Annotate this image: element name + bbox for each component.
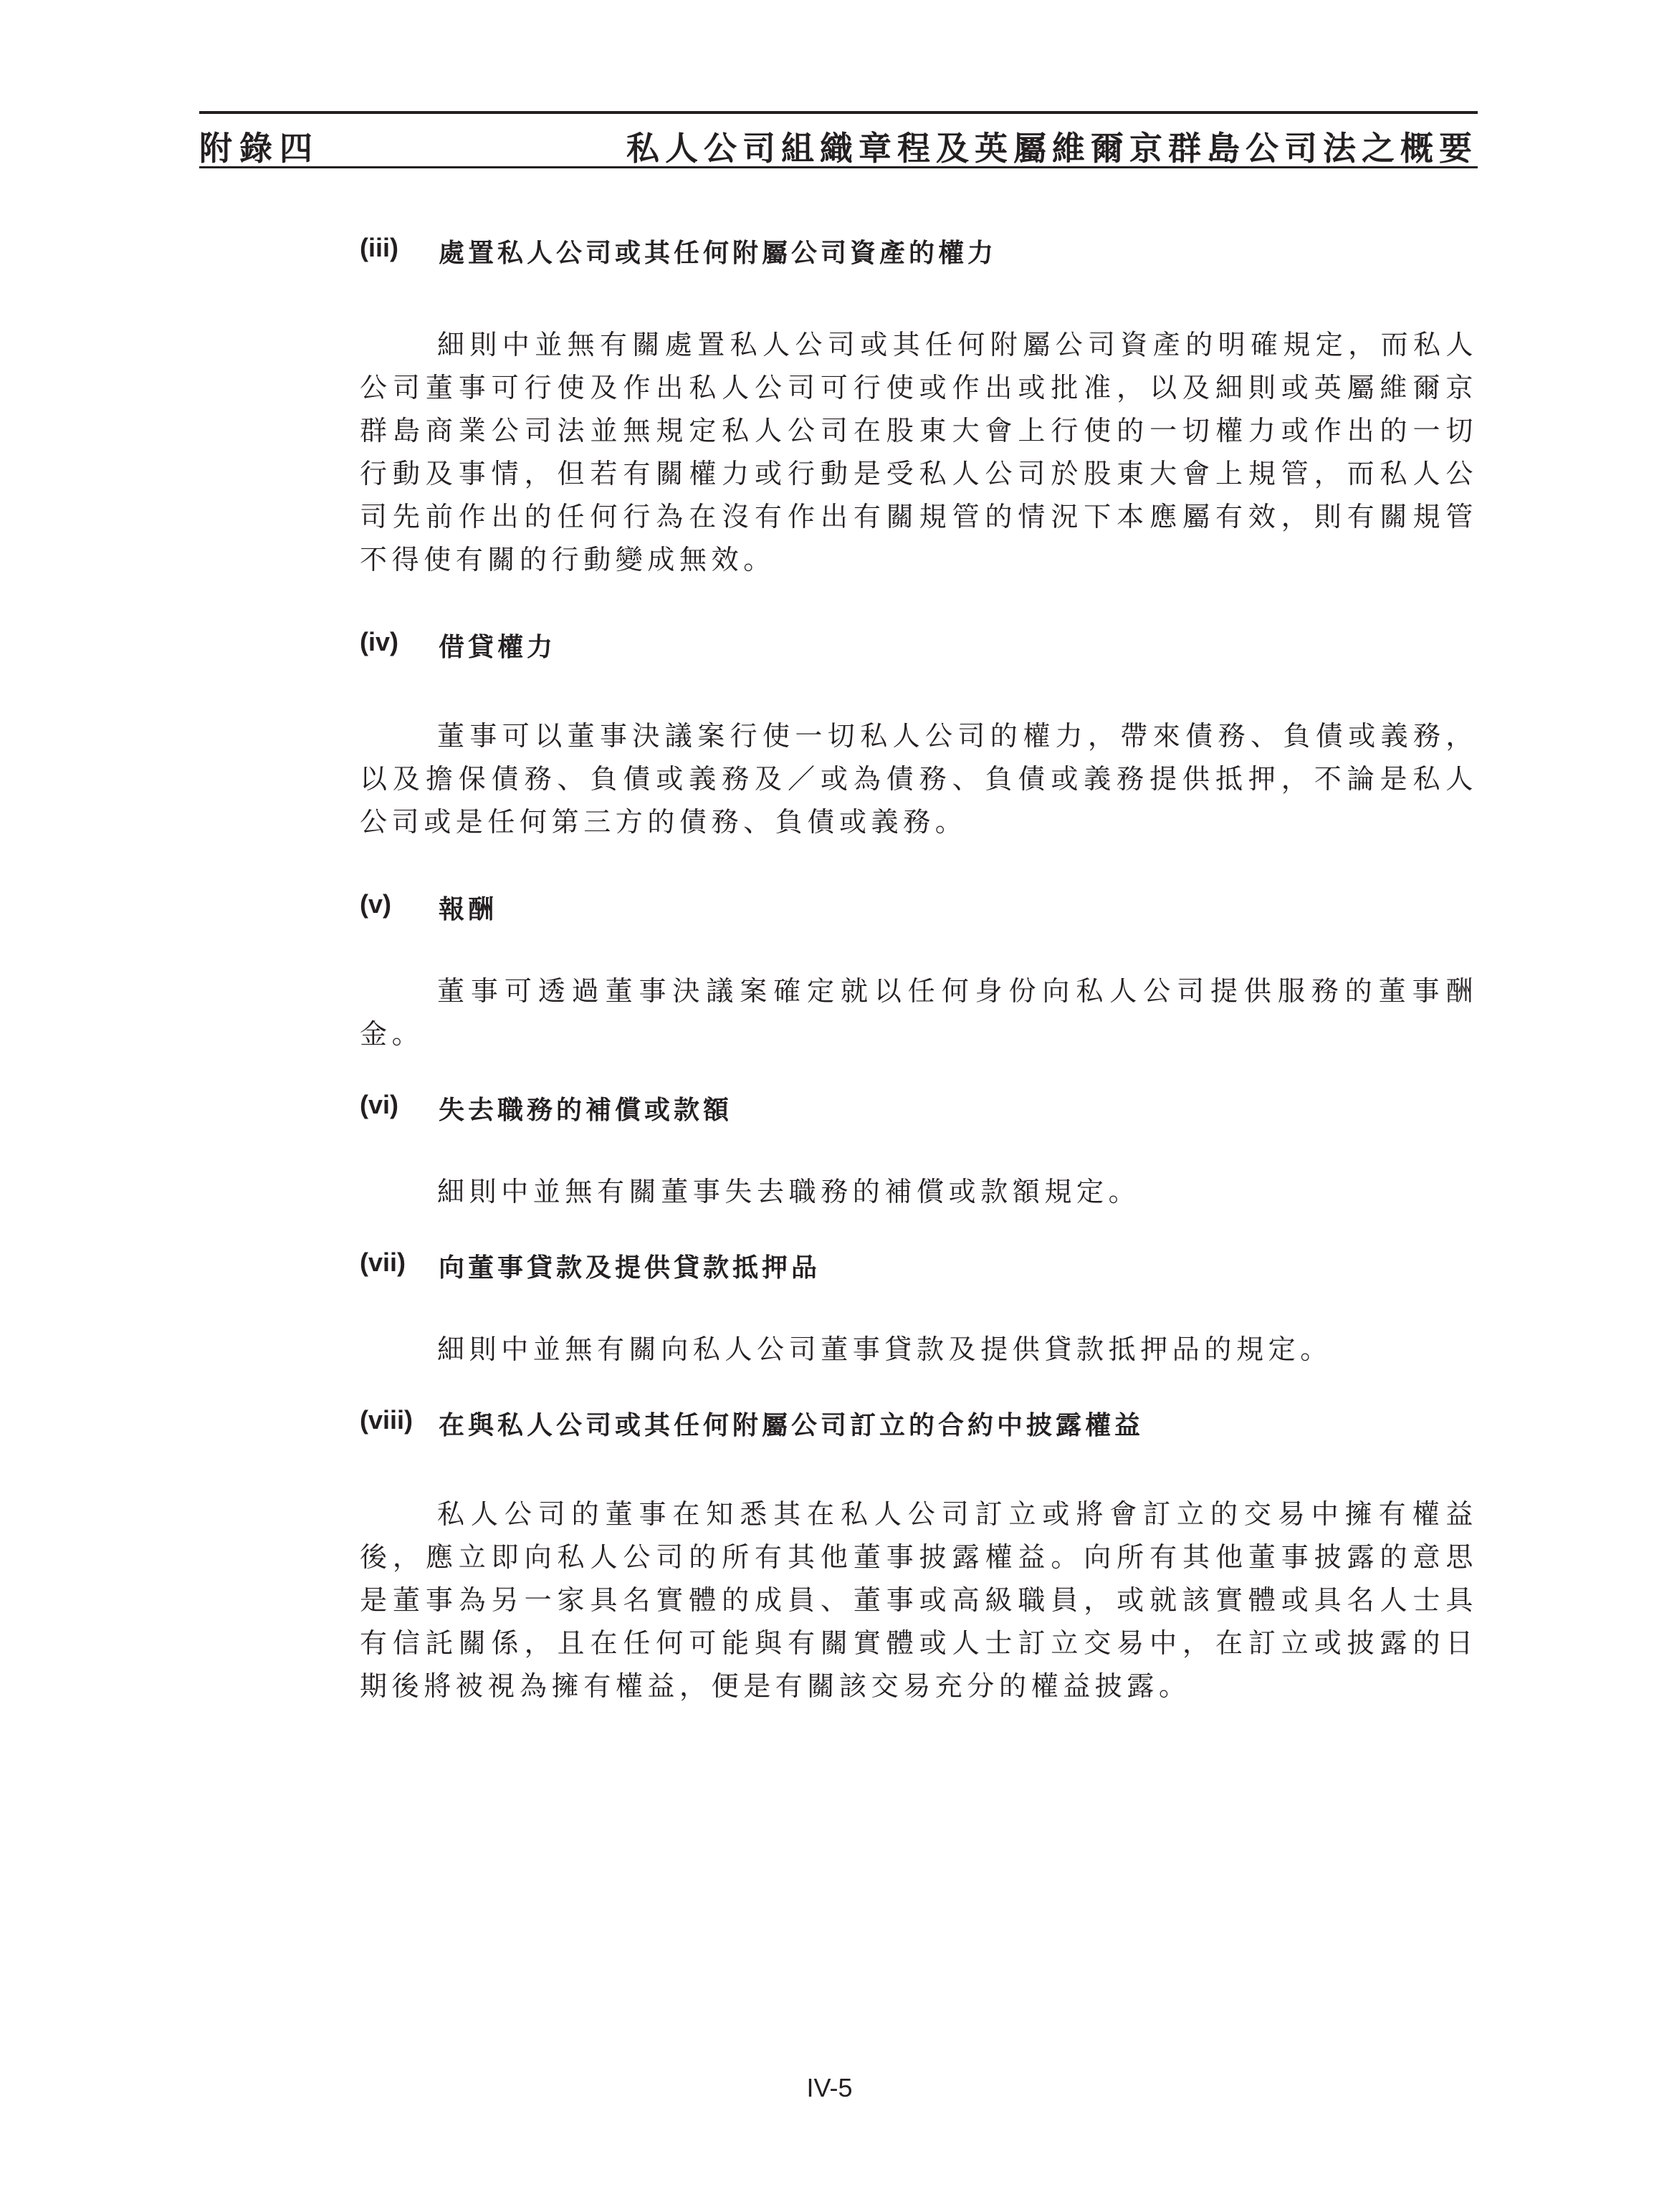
page-title: 私人公司組織章程及英屬維爾京群島公司法之概要 [626,129,1478,168]
section-heading [360,1405,1478,1448]
document-body [360,233,1478,1708]
section-number: (iii) [360,233,398,262]
section-paragraph: 細則中並無有關向私人公司董事貸款及提供貸款抵押品的規定。 [437,1334,1332,1365]
appendix-label: 附錄四 [199,129,320,168]
section-paragraph: 董事可透過董事決議案確定就以任何身份向私人公司提供服務的董事酬金。 [360,975,1478,1050]
section-heading [360,1248,1478,1291]
section-title: 處置私人公司或其任何附屬公司資產的權力 [439,239,998,268]
section-title: 失去職務的補償或款額 [439,1096,733,1125]
section-vii [360,1248,1478,1371]
section-iii [360,233,1478,581]
section-heading [360,889,1478,932]
section-title: 向董事貸款及提供貸款抵押品 [439,1253,821,1283]
section-v [360,889,1478,1055]
section-paragraph: 董事可以董事決議案行使一切私人公司的權力，帶來債務、負債或義務，以及擔保債務、負債或義務及／或為債務、負債或義務提供抵押，不論是私人公司或是任何第三方的債務、負債或義務。 [360,720,1478,838]
section-paragraph: 細則中並無有關處置私人公司或其任何附屬公司資產的明確規定，而私人公司董事可行使及作出私人公司可行使或作出或批准，以及細則或英屬維爾京群島商業公司法並無規定私人公司在股東大會上行使的一切權力或作出的一切行動及事情，但若有關權力或行動是受私人公司於股東大會上規管，而私人公司先前作出的任何行為在沒有作出有關規管的情況下本應屬有效，則有關規管不得使有關的行動變成無效。 [360,329,1478,575]
section-number: (v) [360,889,391,919]
section-vi [360,1090,1478,1213]
section-title: 報酬 [439,895,498,924]
section-number: (vi) [360,1090,398,1119]
section-number: (viii) [360,1405,413,1435]
section-heading [360,233,1478,276]
section-heading [360,627,1478,670]
section-viii [360,1405,1478,1708]
page-header [199,111,1478,168]
section-iv [360,627,1478,843]
page-number: IV-5 [806,2073,853,2102]
section-number: (vii) [360,1248,406,1277]
section-heading [360,1090,1478,1133]
section-title: 借貸權力 [439,633,557,662]
section-paragraph: 細則中並無有關董事失去職務的補償或款額規定。 [437,1176,1141,1207]
section-paragraph: 私人公司的董事在知悉其在私人公司訂立或將會訂立的交易中擁有權益後，應立即向私人公司的所有其他董事披露權益。向所有其他董事披露的意思是董事為另一家具名實體的成員、董事或高級職員，或就該實體或具名人士具有信託關係，且在任何可能與有關實體或人士訂立交易中，在訂立或披露的日期後將被視為擁有權益，便是有關該交易充分的權益披露。 [360,1498,1478,1702]
section-title: 在與私人公司或其任何附屬公司訂立的合約中披露權益 [439,1411,1144,1440]
section-number: (iv) [360,627,398,656]
